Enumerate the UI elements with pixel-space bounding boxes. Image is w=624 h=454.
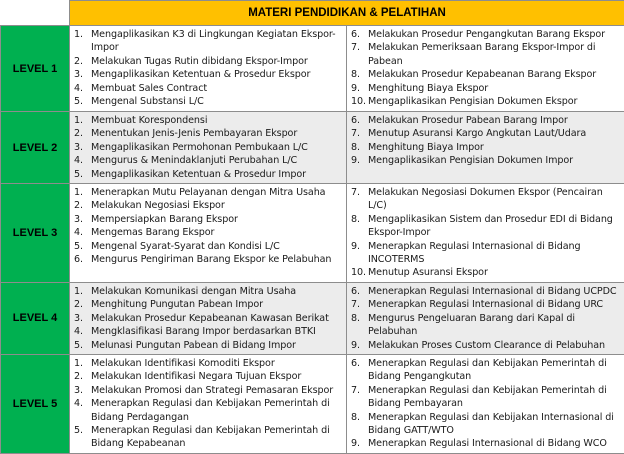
item-number: 10. [351,95,368,108]
item-number: 3. [74,213,91,226]
item-text: Mengaplikasikan Permohonan Pembukaan L/C [91,141,343,154]
level-row [1,354,624,453]
item-number: 10. [351,266,368,279]
materials-right-column [347,26,624,112]
list-item [351,240,621,267]
list-item [74,213,343,226]
item-text: Melakukan Prosedur Kepabeanan Barang Ekspor [368,68,621,81]
item-text: Menentukan Jenis-Jenis Pembayaran Ekspor [91,127,343,140]
level-row [1,112,624,184]
item-text: Melakukan Proses Custom Clearance di Pelabuhan [368,339,621,352]
list-item [351,411,621,438]
item-text: Melakukan Promosi dan Strategi Pemasaran Ekspor [91,384,343,397]
list-item [351,127,621,140]
item-text: Menghitung Biaya Ekspor [368,82,621,95]
list-item [351,285,621,298]
list-item [351,95,621,108]
item-text: Melakukan Tugas Rutin dibidang Ekspor-Impor [91,55,343,68]
item-text: Melakukan Negosiasi Ekspor [91,199,343,212]
list-item [74,370,343,383]
list-item [74,298,343,311]
item-number: 6. [351,28,368,41]
list-item [351,28,621,41]
item-number: 3. [74,384,91,397]
list-item [74,397,343,424]
item-text: Mengaplikasikan Ketentuan & Prosedur Impor [91,168,343,181]
item-number: 8. [351,312,368,339]
item-number: 8. [351,141,368,154]
materials-left-column [70,282,347,354]
level-row [1,282,624,354]
item-text: Mengklasifikasi Barang Impor berdasarkan BTKI [91,325,343,338]
item-number: 5. [74,95,91,108]
item-text: Melunasi Pungutan Pabean di Bidang Impor [91,339,343,352]
item-number: 4. [74,325,91,338]
item-number: 3. [74,68,91,81]
list-item [74,325,343,338]
list-item [74,28,343,55]
item-number: 4. [74,154,91,167]
item-number: 7. [351,298,368,311]
level-label: LEVEL 3 [1,184,70,283]
list-item [351,41,621,68]
list-item [74,285,343,298]
list-item [74,82,343,95]
item-text: Menerapkan Regulasi Internasional di Bidang WCO [368,437,621,450]
item-text: Menerapkan Regulasi dan Kebijakan Pemerintah di Bidang Perdagangan [91,397,343,424]
list-item [74,339,343,352]
item-number: 2. [74,127,91,140]
materials-right-column [347,184,624,283]
list-item [74,253,343,266]
item-text: Mengaplikasikan Sistem dan Prosedur EDI di Bidang Ekspor-Impor [368,213,621,240]
item-number: 6. [351,114,368,127]
item-text: Melakukan Identifikasi Komoditi Ekspor [91,357,343,370]
item-text: Mengurus Pengiriman Barang Ekspor ke Pelabuhan [91,253,343,266]
item-number: 3. [74,312,91,325]
list-item [74,199,343,212]
item-text: Menerapkan Regulasi dan Kebijakan Pemerintah di Bidang Pengangkutan [368,357,621,384]
item-number: 9. [351,437,368,450]
item-text: Menerapkan Regulasi dan Kebijakan Internasional di Bidang GATT/WTO [368,411,621,438]
item-text: Menerapkan Mutu Pelayanan dengan Mitra Usaha [91,186,343,199]
item-number: 6. [74,253,91,266]
list-item [351,437,621,450]
list-item [74,127,343,140]
list-item [351,266,621,279]
item-text: Mengaplikasikan Pengisian Dokumen Ekspor [368,95,621,108]
item-number: 9. [351,154,368,167]
item-text: Mengaplikasikan Pengisian Dokumen Impor [368,154,621,167]
list-item [74,357,343,370]
item-number: 8. [351,68,368,81]
item-number: 6. [351,285,368,298]
level-label: LEVEL 1 [1,26,70,112]
item-text: Melakukan Komunikasi dengan Mitra Usaha [91,285,343,298]
list-item [74,168,343,181]
item-text: Mengaplikasikan K3 di Lingkungan Kegiatan Ekspor-Impor [91,28,343,55]
materials-left-column [70,354,347,453]
item-text: Mengaplikasikan Ketentuan & Prosedur Ekspor [91,68,343,81]
list-item [351,82,621,95]
list-item [74,186,343,199]
level-row [1,184,624,283]
list-item [74,114,343,127]
item-text: Menerapkan Regulasi dan Kebijakan Pemerintah di Bidang Pembayaran [368,384,621,411]
item-number: 2. [74,298,91,311]
list-item [351,312,621,339]
item-text: Menutup Asuransi Kargo Angkutan Laut/Udara [368,127,621,140]
list-item [74,424,343,451]
item-text: Menghitung Biaya Impor [368,141,621,154]
materials-right-column [347,282,624,354]
list-item [351,339,621,352]
item-text: Melakukan Negosiasi Dokumen Ekspor (Pencairan L/C) [368,186,621,213]
item-number: 7. [351,186,368,213]
list-item [351,384,621,411]
list-item [351,68,621,81]
item-number: 1. [74,114,91,127]
list-item [74,154,343,167]
item-number: 4. [74,226,91,239]
item-number: 5. [74,339,91,352]
item-number: 6. [351,357,368,384]
item-number: 1. [74,28,91,55]
level-label: LEVEL 4 [1,282,70,354]
list-item [351,213,621,240]
item-number: 7. [351,384,368,411]
item-number: 4. [74,82,91,95]
item-text: Mengurus Pengeluaran Barang dari Kapal di Pelabuhan [368,312,621,339]
item-number: 1. [74,285,91,298]
item-text: Menerapkan Regulasi dan Kebijakan Pemerintah di Bidang Kepabeanan [91,424,343,451]
list-item [351,298,621,311]
item-text: Menerapkan Regulasi Internasional di Bidang URC [368,298,621,311]
item-text: Melakukan Identifikasi Negara Tujuan Ekspor [91,370,343,383]
level-label: LEVEL 2 [1,112,70,184]
item-text: Menerapkan Regulasi Internasional di Bidang INCOTERMS [368,240,621,267]
list-item [74,240,343,253]
item-number: 9. [351,82,368,95]
item-text: Menutup Asuransi Ekspor [368,266,621,279]
list-item [74,141,343,154]
list-item [351,141,621,154]
item-number: 4. [74,397,91,424]
list-item [74,55,343,68]
item-text: Melakukan Prosedur Kepabeanan Kawasan Berikat [91,312,343,325]
item-number: 8. [351,411,368,438]
item-number: 5. [74,240,91,253]
list-item [351,186,621,213]
item-number: 1. [74,186,91,199]
item-number: 2. [74,55,91,68]
materials-left-column [70,184,347,283]
item-number: 2. [74,199,91,212]
item-text: Mengenal Syarat-Syarat dan Kondisi L/C [91,240,343,253]
list-item [74,312,343,325]
item-number: 3. [74,141,91,154]
item-number: 1. [74,357,91,370]
item-number: 8. [351,213,368,240]
materials-right-column [347,354,624,453]
list-item [351,154,621,167]
corner-blank-cell [1,1,70,26]
item-number: 9. [351,339,368,352]
list-item [74,226,343,239]
list-item [74,384,343,397]
item-number: 2. [74,370,91,383]
level-label: LEVEL 5 [1,354,70,453]
item-number: 9. [351,240,368,267]
item-text: Menghitung Pungutan Pabean Impor [91,298,343,311]
level-row [1,26,624,112]
item-text: Mengenal Substansi L/C [91,95,343,108]
item-text: Mengurus & Menindaklanjuti Perubahan L/C [91,154,343,167]
list-item [74,68,343,81]
item-number: 7. [351,41,368,68]
item-text: Menerapkan Regulasi Internasional di Bidang UCPDC [368,285,621,298]
item-text: Membuat Sales Contract [91,82,343,95]
list-item [351,114,621,127]
item-number: 5. [74,168,91,181]
list-item [74,95,343,108]
item-text: Melakukan Pemeriksaan Barang Ekspor-Impor di Pabean [368,41,621,68]
item-number: 5. [74,424,91,451]
materials-right-column [347,112,624,184]
item-text: Membuat Korespondensi [91,114,343,127]
item-text: Mengemas Barang Ekspor [91,226,343,239]
materials-left-column [70,112,347,184]
item-text: Melakukan Prosedur Pengangkutan Barang Ekspor [368,28,621,41]
table-header-title: MATERI PENDIDIKAN & PELATIHAN [70,1,624,26]
item-text: Melakukan Prosedur Pabean Barang Impor [368,114,621,127]
list-item [351,357,621,384]
header-row [1,1,624,26]
materials-left-column [70,26,347,112]
item-number: 7. [351,127,368,140]
item-text: Mempersiapkan Barang Ekspor [91,213,343,226]
